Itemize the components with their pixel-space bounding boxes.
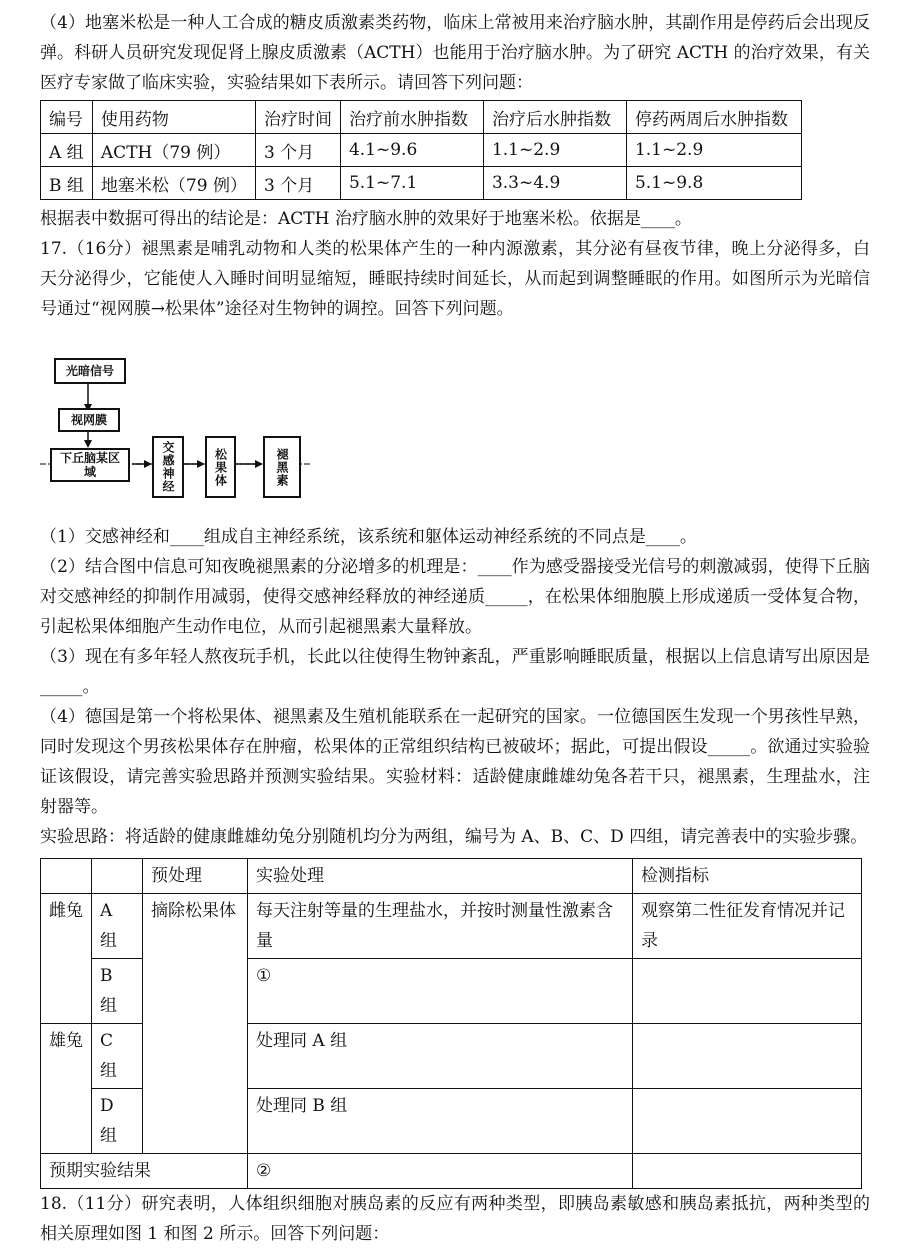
group-c-treatment: 处理同 A 组 — [248, 1024, 633, 1089]
table-cell: 1.1~2.9 — [626, 134, 801, 167]
table-header: 编号 — [41, 101, 93, 134]
table-row — [41, 167, 802, 200]
table-cell: 1.1~2.9 — [483, 134, 626, 167]
group-b-label: B 组 — [92, 959, 143, 1024]
table-header: 实验处理 — [248, 859, 633, 894]
q16-4-conclusion: 根据表中数据可得出的结论是：ACTH 治疗脑水肿的效果好于地塞米松。依据是____。 — [40, 209, 692, 229]
melatonin-box: 褪黑素 — [263, 436, 301, 498]
table-row — [41, 894, 862, 959]
q17-part1: （1）交感神经和____组成自主神经系统，该系统和躯体运动神经系统的不同点是____。 — [40, 527, 697, 547]
q16-4-intro: （4）地塞米松是一种人工合成的糖皮质激素类药物，临床上常被用来治疗脑水肿，其副作用是停药后会出现反弹。科研人员研究发现促肾上腺皮质激素（ACTH）也能用于治疗脑水肿。为了研究 ACTH 的治疗效果，有关医疗专家做了临床实验，实验结果如下表所示。请回答下列问题： — [40, 13, 870, 93]
table-cell: 4.1~9.6 — [340, 134, 483, 167]
table-cell: 3 个月 — [255, 167, 340, 200]
table-header: 治疗前水肿指数 — [340, 101, 483, 134]
female-rabbit-label: 雌兔 — [41, 894, 92, 1024]
table-header: 检测指标 — [633, 859, 862, 894]
group-d-treatment: 处理同 B 组 — [248, 1089, 633, 1154]
group-d-index — [633, 1089, 862, 1154]
table-cell: B 组 — [41, 167, 93, 200]
table-cell: ACTH（79 例） — [92, 134, 255, 167]
table-header-row — [41, 101, 802, 134]
table-cell: 5.1~7.1 — [340, 167, 483, 200]
table-header: 使用药物 — [92, 101, 255, 134]
retina-box: 视网膜 — [58, 408, 120, 432]
group-b-index — [633, 959, 862, 1024]
hypothalamus-box: 下丘脑某区域 — [50, 448, 130, 482]
group-a-index: 观察第二性征发育情况并记录 — [633, 894, 862, 959]
group-c-label: C 组 — [92, 1024, 143, 1089]
group-a-label: A 组 — [92, 894, 143, 959]
table-header: 预处理 — [143, 859, 248, 894]
q17-part4: （4）德国是第一个将松果体、褪黑素及生殖机能联系在一起研究的国家。一位德国医生发现一个男孩性早熟，同时发现这个男孩松果体存在肿瘤，松果体的正常组织结构已被破坏；据此，可提出假设_____。欲通过实验验证该假设，请完善实验思路并预测实验结果。实验材料：适龄健康雌雄幼兔各若干只，褪黑素，生理盐水，注射器等。 — [40, 707, 870, 817]
table-cell: A 组 — [41, 134, 93, 167]
q17-intro: 17.（16分）褪黑素是哺乳动物和人类的松果体产生的一种内源激素，其分泌有昼夜节律，晚上分泌得多，白天分泌得少，它能使人入睡时间明显缩短，睡眠持续时间延长，从而起到调整睡眠的作用。如图所示为光暗信号通过“视网膜→松果体”途径对生物钟的调控。回答下列问题。 — [40, 239, 870, 319]
table-cell: 5.1~9.8 — [626, 167, 801, 200]
table-header-row — [41, 859, 862, 894]
table-header: 治疗时间 — [255, 101, 340, 134]
male-rabbit-label: 雄兔 — [41, 1024, 92, 1154]
pathway-diagram — [40, 346, 340, 516]
table-row — [41, 134, 802, 167]
group-a-treatment: 每天注射等量的生理盐水，并按时测量性激素含量 — [248, 894, 633, 959]
q17-part2: （2）结合图中信息可知夜晚褪黑素的分泌增多的机理是：____作为感受器接受光信号的刺激减弱，使得下丘脑对交感神经的抑制作用减弱，使得交感神经释放的神经递质_____，在松果体细胞膜上形成递质一受体复合物，引起松果体细胞产生动作电位，从而引起褪黑素大量释放。 — [40, 557, 870, 637]
table-header: 治疗后水肿指数 — [483, 101, 626, 134]
group-d-label: D 组 — [92, 1089, 143, 1154]
q17-part3: （3）现在有多年轻人熬夜玩手机，长此以往使得生物钟紊乱，严重影响睡眠质量，根据以上信息请写出原因是_____。 — [40, 647, 870, 697]
pineal-box: 松果体 — [205, 436, 236, 498]
preprocess-cell: 摘除松果体 — [143, 894, 248, 1154]
table-cell: 地塞米松（79 例） — [92, 167, 255, 200]
page — [40, 8, 870, 1249]
table-cell: 3 个月 — [255, 134, 340, 167]
acth-table — [40, 100, 802, 200]
table-header: 停药两周后水肿指数 — [626, 101, 801, 134]
expected-result-label: 预期实验结果 — [41, 1154, 248, 1189]
experiment-table — [40, 858, 862, 1189]
group-c-index — [633, 1024, 862, 1089]
q18-intro: 18.（11分）研究表明，人体组织细胞对胰岛素的反应有两种类型，即胰岛素敏感和胰岛素抵抗，两种类型的相关原理如图 1 和图 2 所示。回答下列问题： — [40, 1194, 870, 1244]
table-cell: 3.3~4.9 — [483, 167, 626, 200]
table-row — [41, 1154, 862, 1189]
expected-result-index — [633, 1154, 862, 1189]
sympathetic-nerve-box: 交感神经 — [152, 436, 184, 498]
q17-experiment-idea: 实验思路：将适龄的健康雌雄幼兔分别随机均分为两组，编号为 A、B、C、D 四组，请完善表中的实验步骤。 — [40, 827, 868, 847]
group-b-treatment: ① — [248, 959, 633, 1024]
expected-result-value: ② — [248, 1154, 633, 1189]
light-signal-box: 光暗信号 — [54, 358, 126, 384]
